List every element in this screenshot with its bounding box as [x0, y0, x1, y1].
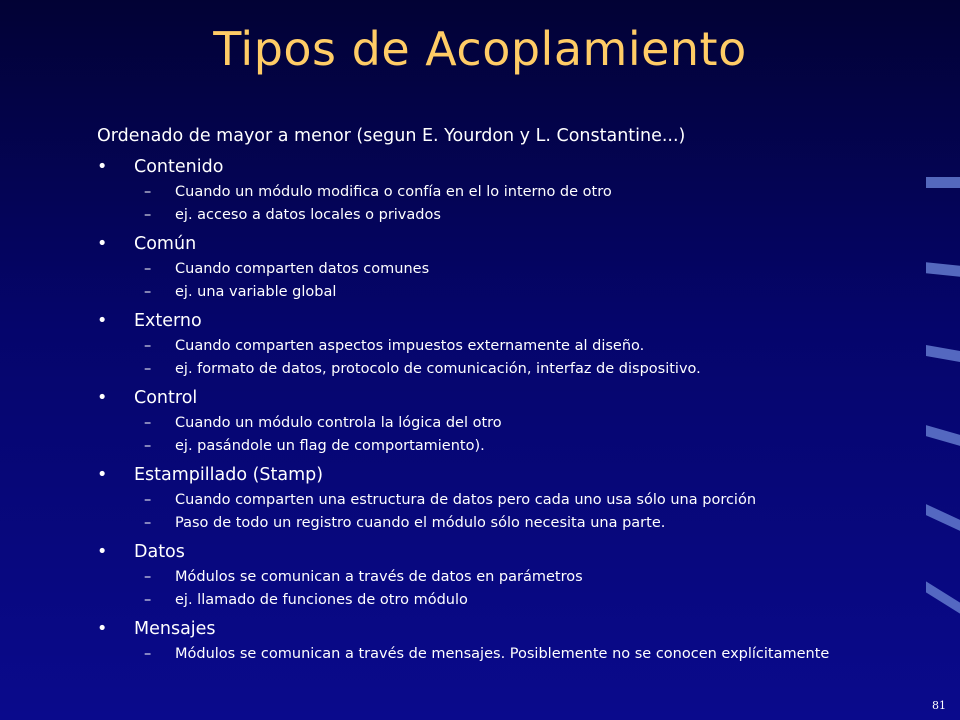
page-number: 81 [932, 699, 946, 712]
dash-icon: – [144, 515, 152, 531]
sub-item-text: Cuando comparten aspectos impuestos externamente al diseño. [175, 338, 645, 354]
slide-title: Tipos de Acoplamiento [213, 22, 747, 76]
list-item [97, 310, 887, 378]
sub-item-text: Cuando comparten una estructura de datos pero cada uno usa sólo una porción [175, 492, 757, 508]
dash-icon: – [144, 184, 152, 200]
sub-item [97, 184, 887, 201]
list-item [97, 156, 887, 224]
item-label: Externo [134, 311, 202, 331]
sub-item [97, 592, 887, 609]
bullet-icon: • [97, 542, 108, 562]
item-label: Estampillado (Stamp) [134, 465, 324, 485]
dash-icon: – [144, 415, 152, 431]
dash-icon: – [144, 592, 152, 608]
list-item [97, 233, 887, 301]
dash-icon: – [144, 492, 152, 508]
sub-item [97, 284, 887, 301]
edge-stripe [926, 345, 960, 362]
item-label: Datos [134, 542, 185, 562]
item-label: Contenido [134, 157, 224, 177]
sub-item [97, 415, 887, 432]
list-item [97, 464, 887, 532]
dash-icon: – [144, 284, 152, 300]
sub-item [97, 515, 887, 532]
edge-stripe [926, 262, 960, 277]
edge-stripe [926, 425, 960, 446]
dash-icon: – [144, 361, 152, 377]
sub-item-text: Paso de todo un registro cuando el módulo sólo necesita una parte. [175, 515, 666, 531]
dash-icon: – [144, 438, 152, 454]
edge-stripe [926, 581, 960, 613]
item-label: Control [134, 388, 198, 408]
sub-item-text: Cuando un módulo modifica o confía en el lo interno de otro [175, 184, 612, 200]
sub-item [97, 361, 887, 378]
sub-item [97, 646, 887, 663]
sub-item [97, 438, 887, 455]
sub-item-text: ej. pasándole un flag de comportamiento). [175, 438, 485, 454]
sub-item [97, 492, 887, 509]
sub-item [97, 338, 887, 355]
item-label: Mensajes [134, 619, 216, 639]
list-item [97, 387, 887, 455]
sub-item-text: Cuando comparten datos comunes [175, 261, 430, 277]
sub-item-text: Módulos se comunican a través de mensajes. Posiblemente no se conocen explícitamente [175, 646, 830, 662]
bullet-icon: • [97, 619, 108, 639]
edge-stripe [926, 177, 960, 188]
coupling-type-list [97, 156, 887, 672]
item-label: Común [134, 234, 197, 254]
bullet-icon: • [97, 465, 108, 485]
sub-item-text: ej. acceso a datos locales o privados [175, 207, 441, 223]
sub-item-text: ej. formato de datos, protocolo de comunicación, interfaz de dispositivo. [175, 361, 701, 377]
list-item [97, 618, 887, 663]
list-item [97, 541, 887, 609]
bullet-icon: • [97, 157, 108, 177]
sub-item-text: ej. una variable global [175, 284, 337, 300]
sub-item-text: Cuando un módulo controla la lógica del otro [175, 415, 502, 431]
sub-item [97, 207, 887, 224]
sub-item [97, 261, 887, 278]
dash-icon: – [144, 261, 152, 277]
sub-item [97, 569, 887, 586]
sub-item-text: Módulos se comunican a través de datos en parámetros [175, 569, 583, 585]
bullet-icon: • [97, 311, 108, 331]
bullet-icon: • [97, 388, 108, 408]
dash-icon: – [144, 646, 152, 662]
edge-stripe [926, 504, 960, 531]
slide-intro: Ordenado de mayor a menor (segun E. Yourdon y L. Constantine...) [97, 126, 686, 146]
bullet-icon: • [97, 234, 108, 254]
dash-icon: – [144, 207, 152, 223]
dash-icon: – [144, 338, 152, 354]
dash-icon: – [144, 569, 152, 585]
sub-item-text: ej. llamado de funciones de otro módulo [175, 592, 468, 608]
